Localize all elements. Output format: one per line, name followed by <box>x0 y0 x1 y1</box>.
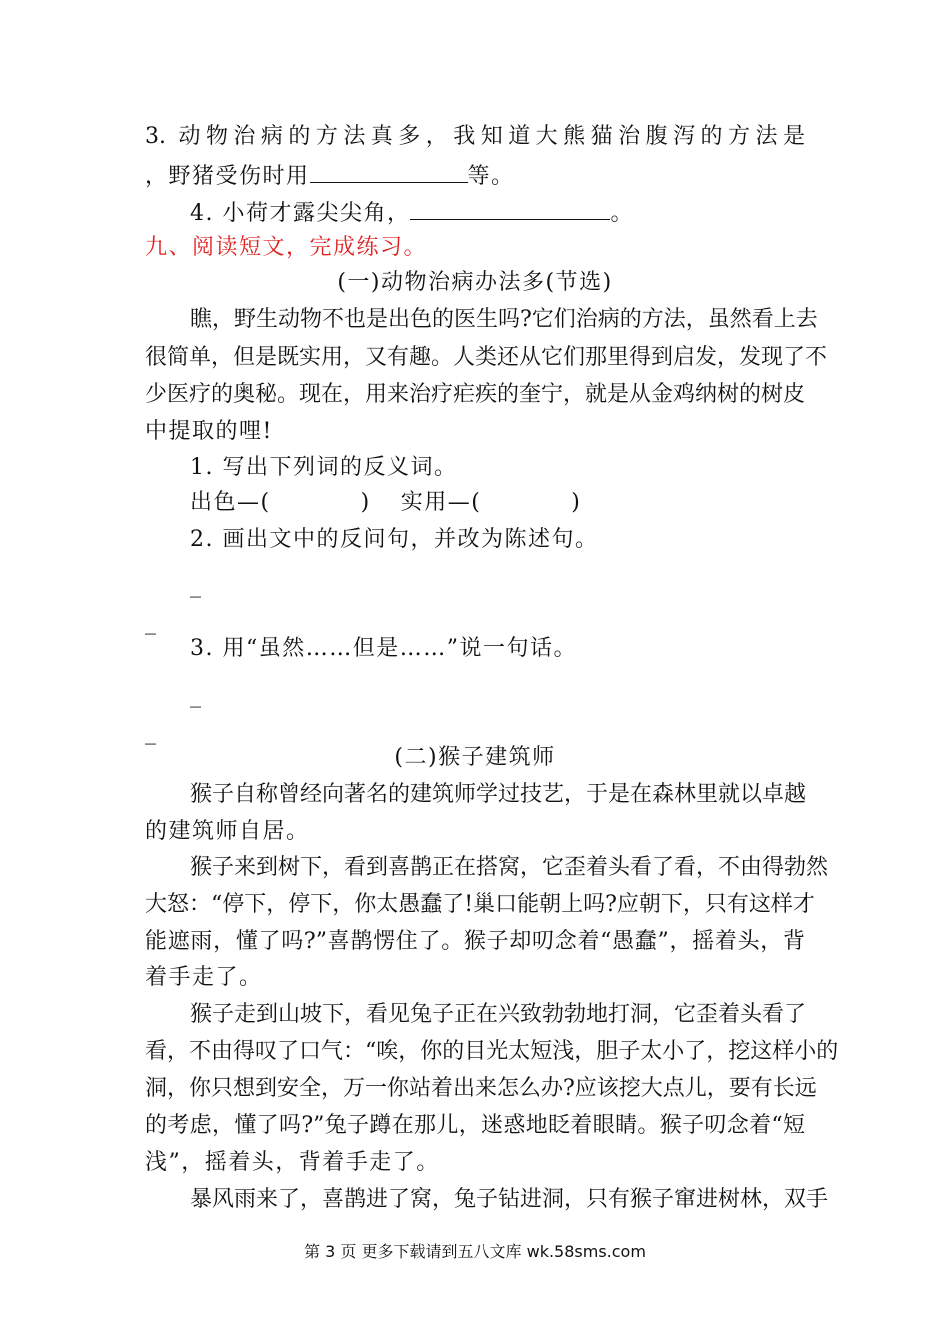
section-heading: 九、阅读短文，完成练习。 <box>145 235 428 260</box>
question-3-line-1: 3. 动物治病的方法真多，我知道大熊猫治腹泻的方法是 <box>145 124 805 149</box>
passage-2-line: 猴子来到树下，看到喜鹊正在搭窝，它歪着头看了看，不由得勃然 <box>190 855 829 880</box>
answer-blank[interactable] <box>310 160 468 183</box>
passage-2-line: 暴风雨来了，喜鹊进了窝，兔子钻进洞，只有猴子窜进树林，双手 <box>190 1187 829 1212</box>
passage-2-line: 看，不由得叹了口气：“唉，你的目光太短浅，胆子太小了，挖这样小的 <box>145 1039 839 1064</box>
question-3-text-b: 等。 <box>467 164 515 189</box>
passage-2-line: 洞，你只想到安全，万一你站着出来怎么办?应该挖大点儿，要有长远 <box>145 1076 817 1101</box>
question-4-text-a: 4. 小荷才露尖尖角， <box>190 201 411 226</box>
antonym-word-1: 出色—( <box>190 490 271 515</box>
question-3-line-2 <box>145 160 515 192</box>
antonym-close-2: ) <box>571 490 582 515</box>
passage-1-title: (一)动物治病办法多(节选) <box>337 270 613 295</box>
passage-1-line: 中提取的哩! <box>145 419 273 444</box>
antonym-row <box>190 488 581 518</box>
passage-1-question-1: 1. 写出下列词的反义词。 <box>190 455 458 480</box>
passage-1-line: 少医疗的奥秘。现在，用来治疗疟疾的奎宁，就是从金鸡纳树的树皮 <box>145 382 806 407</box>
answer-line-mark[interactable]: _ <box>190 573 201 598</box>
question-3-text-a: ，野猪受伤时用 <box>145 164 310 189</box>
antonym-close-1: ) <box>360 490 371 515</box>
passage-2-line: 浅”，摇着头，背着手走了。 <box>145 1150 440 1175</box>
passage-2-line: 大怒：“停下，停下，你太愚蠢了!巢口能朝上吗?应朝下，只有这样才 <box>145 892 815 917</box>
passage-2-line: 的考虑，懂了吗?”兔子蹲在那儿，迷惑地眨着眼睛。猴子叨念着“短 <box>145 1113 805 1138</box>
page-footer: 第 3 页 更多下载请到五八文库 wk.58sms.com <box>304 1242 646 1261</box>
antonym-word-2: 实用—( <box>400 490 482 515</box>
answer-blank[interactable] <box>410 197 610 220</box>
passage-1-question-2: 2. 画出文中的反问句，并改为陈述句。 <box>190 527 599 552</box>
passage-1-line: 很简单，但是既实用，又有趣。人类还从它们那里得到启发，发现了不 <box>145 345 828 370</box>
passage-2-line: 猴子自称曾经向著名的建筑师学过技艺，于是在森林里就以卓越 <box>190 782 807 807</box>
answer-line-mark[interactable]: _ <box>190 683 201 708</box>
answer-line-mark[interactable]: _ <box>145 720 156 745</box>
passage-2-title: (二)猴子建筑师 <box>394 745 556 770</box>
question-4-text-b: 。 <box>610 201 634 226</box>
passage-1-question-3: 3. 用“虽然……但是……”说一句话。 <box>190 636 577 661</box>
passage-2-line: 着手走了。 <box>145 965 263 990</box>
question-4 <box>190 197 634 229</box>
passage-2-line: 的建筑师自居。 <box>145 819 310 844</box>
answer-line-mark[interactable]: _ <box>145 610 156 635</box>
passage-1-line: 瞧，野生动物不也是出色的医生吗?它们治病的方法，虽然看上去 <box>190 307 818 332</box>
passage-2-line: 猴子走到山坡下，看见兔子正在兴致勃勃地打洞，它歪着头看了 <box>190 1002 807 1027</box>
passage-2-line: 能遮雨，懂了吗?”喜鹊愣住了。猴子却叨念着“愚蠢”，摇着头，背 <box>145 929 805 954</box>
